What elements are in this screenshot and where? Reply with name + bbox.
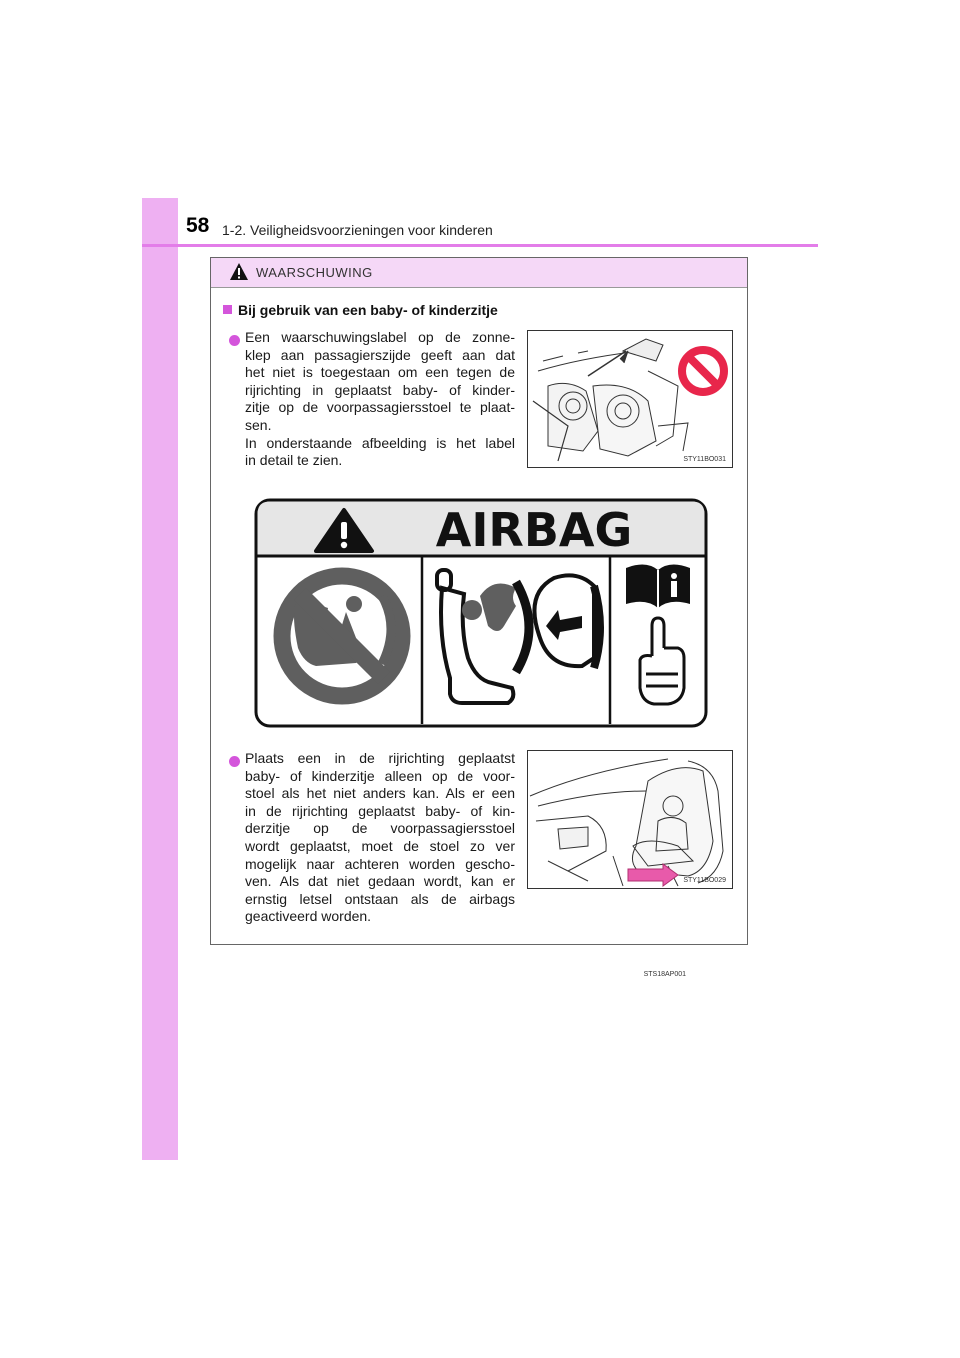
paragraph-line: Een waarschuwingslabel op de zonne-: [245, 329, 515, 345]
label-airbag-text: AIRBAG: [435, 503, 633, 557]
warning-header: [211, 258, 747, 288]
paragraph-line: sen.: [245, 416, 272, 433]
warning-triangle-icon: [229, 262, 249, 281]
warning-heading-text: Bij gebruik van een baby- of kinderzitje: [238, 302, 498, 318]
square-bullet-icon: [223, 305, 232, 314]
figure-code: STS18AP001: [643, 971, 686, 978]
child-seat-illustration: [528, 751, 733, 889]
paragraph-line: het niet is toegestaan om een tegen de: [245, 364, 515, 381]
warning-paragraph-1: [245, 329, 515, 470]
running-header: 1-2. Veiligheidsvoorzieningen voor kinderen: [222, 222, 493, 238]
paragraph-line: geactiveerd worden.: [245, 908, 372, 925]
paragraph-line: rijrichting in geplaatst baby- of kinder-: [245, 381, 515, 398]
round-bullet-icon: [229, 335, 240, 346]
paragraph-line: Plaats een in de rijrichting geplaatst: [245, 750, 515, 766]
paragraph-line: mogelijk naar achteren worden gescho-: [245, 855, 515, 872]
paragraph-line: stoel als het niet anders kan. Als er een: [245, 785, 515, 802]
paragraph-line: ven. Als dat niet gedaan wordt, kan er: [245, 873, 515, 890]
warning-title: WAARSCHUWING: [256, 265, 373, 280]
chapter-side-tab: [142, 198, 178, 1160]
sun-visor-figure: [527, 330, 733, 468]
paragraph-line: derzitje op de voorpassagiersstoel: [245, 820, 515, 837]
figure-code: STY11BO029: [683, 877, 726, 884]
round-bullet-icon: [229, 756, 240, 767]
paragraph-line: wordt geplaatst, moet de stoel zo ver: [245, 837, 515, 854]
warning-paragraph-2: [245, 750, 515, 926]
label-manual-info-icon: [626, 564, 690, 608]
paragraph-line: baby- of kinderzitje alleen op de voor-: [245, 767, 515, 784]
paragraph-line: In onderstaande afbeelding is het label: [245, 434, 515, 451]
airbag-label-graphic: [254, 498, 708, 730]
paragraph-line: in de rijrichting geplaatst baby- of kin-: [245, 802, 515, 819]
paragraph-line: in detail te zien.: [245, 452, 343, 469]
page-number: 58: [186, 214, 210, 237]
figure-code: STY11BO031: [683, 456, 726, 463]
child-seat-figure: [527, 750, 733, 889]
sun-visor-illustration: [528, 331, 733, 468]
paragraph-line: ernstig letsel ontstaan als de airbags: [245, 890, 515, 907]
warning-box: [210, 257, 748, 978]
header-rule: [142, 244, 818, 247]
paragraph-line: zitje op de voorpassagiersstoel te plaat-: [245, 399, 515, 416]
warning-heading: [223, 302, 498, 318]
paragraph-line: klep aan passagierszijde geeft aan dat: [245, 346, 515, 363]
